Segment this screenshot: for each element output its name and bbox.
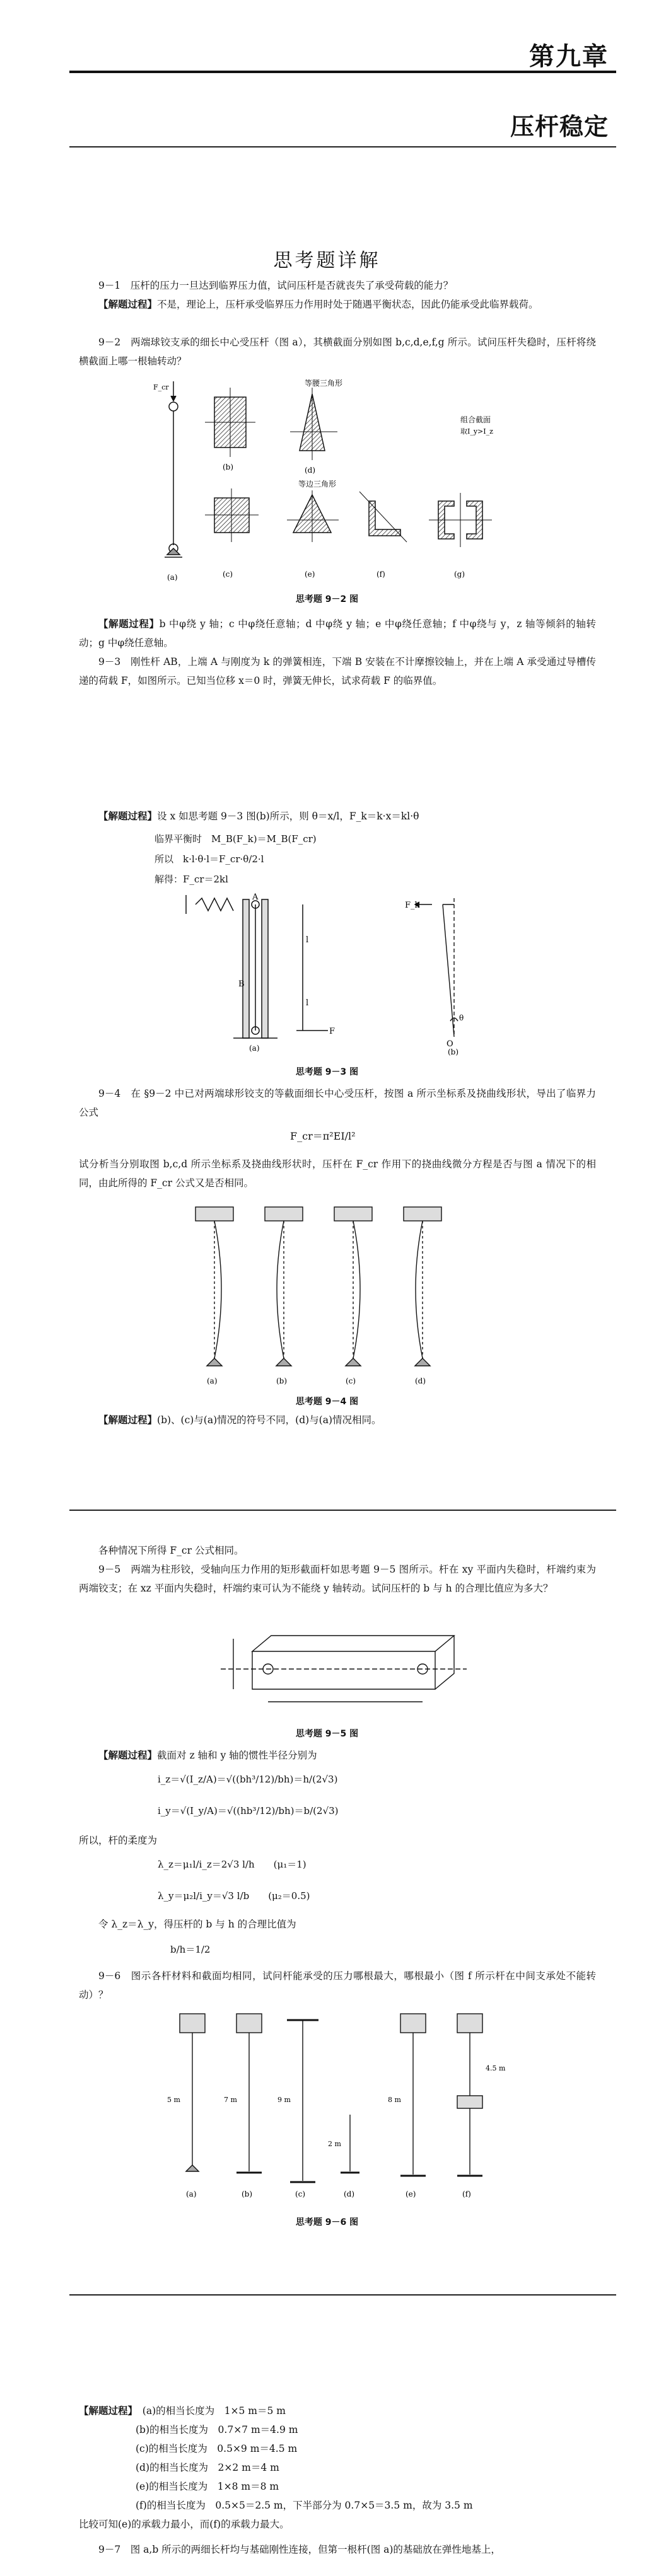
q95-ratio: b/h＝1/2 [170,1944,211,1955]
q96-dim-b: 7 m [224,2096,237,2104]
q96-answer-row-2: (c)的相当长度为 0.5×9 m＝4.5 m [136,2443,298,2454]
q93-line-1: 临界平衡时 M_B(F_k)＝M_B(F_cr) [155,833,317,845]
q94-question: 9－4 在 §9－2 中已对两端球形铰支的等截面细长中心受压杆，按图 a 所示坐标系及挠曲线形状，导出了临界力公式 [79,1088,596,1118]
q96-caption: 思考题 9－6 图 [295,2217,359,2227]
page-break-rule [69,1510,616,1511]
equilateral-label: 等边三角形 [298,480,337,488]
q96-sub-b: (b) [242,2190,253,2198]
q96-sub-d: (d) [344,2190,355,2198]
fig-label-d: (d) [305,466,316,475]
q96-answer-row-4: (e)的相当长度为 1×8 m＝8 m [136,2481,279,2492]
q91-answer: 【解题过程】不是，理论上，压杆承受临界压力作用时处于随遇平衡状态，因此仍能承受此临界载荷。 [98,299,539,310]
q93-caption: 思考题 9－3 图 [295,1067,359,1077]
q96-conclusion: 比较可知(e)的承载力最小，而(f)的承载力最大。 [79,2519,289,2530]
header-rule [69,71,616,73]
q95-question: 9－5 两端为柱形铰，受轴向压力作用的矩形截面杆如思考题 9－5 图所示。杆在 xy 平面内失稳时，杆端约束为两端铰支；在 xz 平面内失稳时，杆端约束可认为不能绕 y 轴转动。试问压杆的 b 与 h 的合理比值应为多大？ [79,1564,596,1594]
q96-answer-row-0: 【解题过程】 (a)的相当长度为 1×5 m＝5 m [79,2405,286,2417]
q92-caption: 思考题 9－2 图 [295,594,359,604]
q97-question: 9－7 图 a,b 所示的两细长杆均与基础刚性连接，但第一根杆(图 a)的基础放在弹性地基上， [98,2544,501,2555]
q92-question: 9－2 两端球铰支承的细长中心受压杆（图 a），其横截面分别如图 b,c,d,e,f,g 所示。试问压杆失稳时，压杆将绕横截面上哪一根轴转动？ [79,337,596,367]
composite-note-2: 取I_y>I_z [460,427,493,436]
fig-label-a: (a) [167,573,178,582]
q94-sub-c: (c) [346,1377,356,1385]
q95-iy: i_y＝√(I_y/A)＝√((hb³/12)/bh)＝b/(2√3) [158,1805,339,1816]
q93-label-O: O [447,1039,453,1049]
fig-label-b: (b) [223,463,234,471]
q94-answer: 【解题过程】(b)、(c)与(a)情况的符号不同，(d)与(a)情况相同。 [98,1414,382,1426]
q94-question-2: 试分析当分别取图 b,c,d 所示坐标系及挠曲线形状时，压杆在 F_cr 作用下的挠曲线微分方程是否与图 a 情况下的相同，由此所得的 F_cr 公式又是否相同。 [79,1158,596,1189]
q95-line-3: 令 λ_z＝λ_y，得压杆的 b 与 h 的合理比值为 [98,1919,296,1930]
chapter-number: 第九章 [529,42,609,71]
fig-label-g: (g) [454,570,465,579]
q93-label-F: F [329,1027,336,1036]
fig-label-c: (c) [223,570,233,579]
q94-sub-d: (d) [415,1377,426,1385]
composite-note: 组合截面 [460,415,491,424]
q96-sub-e: (e) [406,2190,416,2198]
q94-sub-a: (a) [207,1377,218,1385]
q96-sub-f: (f) [462,2190,471,2198]
q96-dim-c: 9 m [277,2096,291,2104]
q95-line-2: 所以，杆的柔度为 [79,1835,158,1846]
q95-figure [208,1626,473,1721]
q93-label-B: B [238,979,245,989]
q96-answer-row-5: (f)的相当长度为 0.5×5＝2.5 m，下半部分为 0.7×5＝3.5 m，故为 3.5 m [136,2500,473,2511]
q96-sub-c: (c) [295,2190,306,2198]
q93-line-2: 所以 k·l·θ·l＝F_cr·θ/2·l [155,853,264,865]
q96-figure [161,2007,514,2209]
q96-dim-a: 5 m [167,2096,180,2104]
section-title: 思考题详解 [273,250,381,272]
q92-answer: 【解题过程】b 中φ绕 y 轴；c 中φ绕任意轴；d 中φ绕 y 轴；e 中φ绕任意轴；f 中φ绕与 y，z 轴等倾斜的轴转动；g 中φ绕任意轴。 [79,618,596,649]
q93-label-Fk: F_k [405,901,420,910]
isosceles-label: 等腰三角形 [305,379,343,388]
q94-continued: 各种情况下所得 F_cr 公式相同。 [98,1545,244,1556]
q96-sub-a: (a) [186,2190,197,2198]
q95-caption: 思考题 9－5 图 [295,1729,359,1739]
q95-answer: 【解题过程】截面对 z 轴和 y 轴的惯性半径分别为 [98,1750,317,1761]
q93-line-3: 解得：F_cr＝2kl [155,874,228,885]
q93-label-A: A [252,892,259,902]
q93-sub-b: (b) [448,1048,459,1056]
q95-iz: i_z＝√(I_z/A)＝√((bh³/12)/bh)＝h/(2√3) [158,1774,338,1785]
q93-sub-a: (a) [249,1044,260,1053]
q96-answer-row-1: (b)的相当长度为 0.7×7 m＝4.9 m [136,2424,298,2435]
q93-answer-label: 【解题过程】设 x 如思考题 9－3 图(b)所示，则 θ＝x/l，F_k＝k·x＝kl·θ [98,811,419,822]
q95-lambda-z: λ_z＝μ₁l/i_z＝2√3 l/h (μ₁＝1) [158,1859,307,1870]
q96-dim-e: 8 m [388,2096,401,2104]
q92-figure [142,378,533,586]
q91-question: 9－1 压杆的压力一旦达到临界压力值，试问压杆是否就丧失了承受荷载的能力？ [98,280,453,291]
q93-figure [183,892,511,1056]
q96-question: 9－6 图示各杆材料和截面均相同，试问杆能承受的压力哪根最大，哪根最小（图 f 所示杆在中间支承处不能转动）？ [79,1970,596,2001]
q93-label-l1: l [306,935,309,945]
fig-label-e: (e) [305,570,315,579]
q95-lambda-y: λ_y＝μ₂l/i_y＝√3 l/b (μ₂＝0.5) [158,1890,310,1902]
q93-label-l2: l [306,998,309,1008]
q96-answer-row-3: (d)的相当长度为 2×2 m＝4 m [136,2462,279,2473]
q94-sub-b: (b) [276,1377,288,1385]
title-rule [69,146,616,147]
q94-figure [177,1201,479,1390]
q96-dim-d: 2 m [328,2140,341,2148]
fcr-label: F_cr [153,383,169,391]
q93-label-theta: θ [459,1014,464,1022]
q96-dim-f: 4.5 m [486,2064,506,2072]
fig-label-f: (f) [377,570,385,579]
q93-question: 9－3 刚性杆 AB，上端 A 与刚度为 k 的弹簧相连，下端 B 安装在不计摩擦铰轴上，并在上端 A 承受通过导槽传递的荷载 F，如图所示。已知当位移 x＝0 时，弹簧无伸长，试求荷载 F 的临界值。 [79,656,596,686]
chapter-title: 压杆稳定 [510,113,609,141]
page-break-rule-2 [69,2294,616,2296]
q94-formula: F_cr＝π²EI/l² [290,1130,356,1142]
q94-caption: 思考题 9－4 图 [295,1397,359,1407]
